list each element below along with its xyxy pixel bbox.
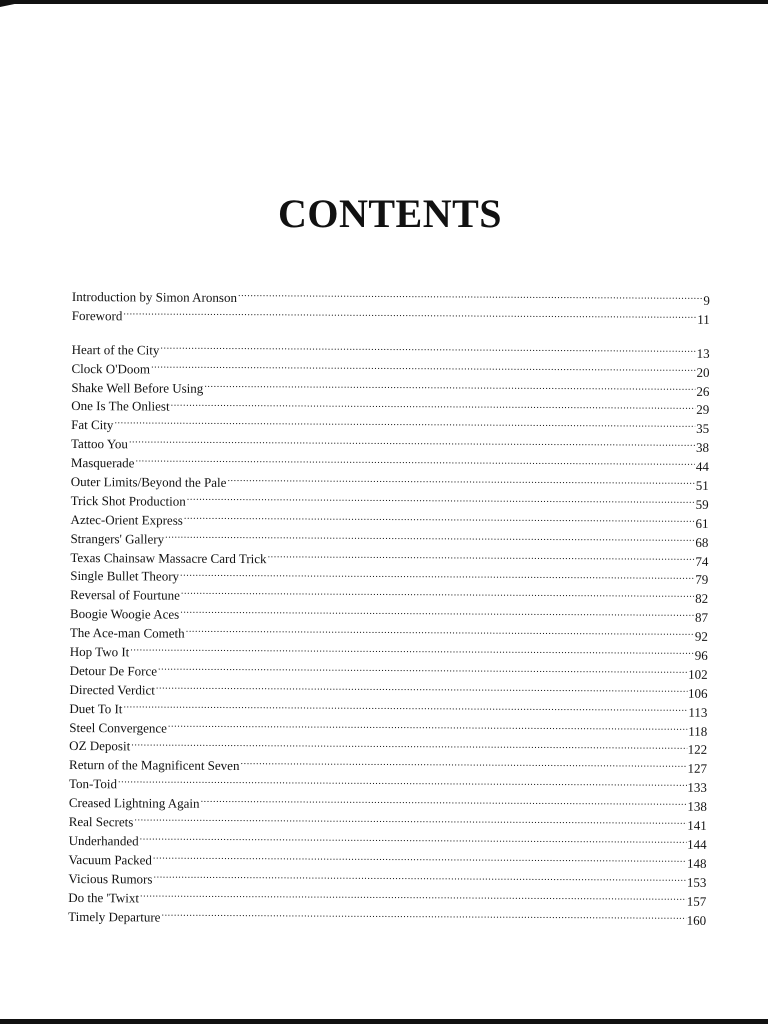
toc-entry [69,794,707,817]
toc-entry-title: Duet To It [69,700,123,717]
toc-entry-page-number: 148 [686,855,707,871]
toc-entry-page-number: 35 [696,421,710,437]
toc-entry-page-number: 13 [696,345,710,361]
toc-entry-title: Texas Chainsaw Massacre Card Trick [70,549,267,566]
toc-entry-page-number: 68 [695,534,709,550]
dot-leader [161,911,685,924]
dot-leader [180,571,694,584]
toc-entry-title: The Ace-man Cometh [69,625,185,641]
toc-entry-page-number: 96 [694,647,708,663]
toc-entry-page-number: 82 [695,591,709,607]
toc-entry-title: Reversal of Fourtune [70,587,180,604]
toc-entry-page-number: 144 [687,836,707,852]
dot-leader [186,628,694,641]
dot-leader [140,835,687,848]
toc-entry-page-number: 102 [688,666,708,682]
dot-leader [168,722,687,735]
toc-entry-page-number: 138 [687,798,707,815]
toc-entry-title: Shake Well Before Using [71,379,204,396]
toc-entry-page-number: 74 [695,553,709,569]
toc-entry-page-number: 106 [687,685,708,701]
toc-entry-page-number: 160 [686,912,707,928]
toc-entry-title: Masquerade [70,455,135,471]
toc-entry [69,756,707,779]
toc-entry-title: Outer Limits/Beyond the Pale [70,474,227,490]
dot-leader [240,760,686,773]
toc-entry-page-number: 122 [687,742,708,758]
toc-entry-title: Single Bullet Theory [70,568,180,585]
toc-entry-title: Real Secrets [68,814,134,830]
toc-entry-page-number: 127 [687,761,708,777]
toc-entry-page-number: 153 [686,874,707,890]
dot-leader [129,439,695,452]
dot-leader [118,779,687,792]
dot-leader [130,646,694,659]
toc-entry-title: OZ Deposit [69,738,131,754]
toc-entry-page-number: 141 [687,817,707,833]
dot-leader [131,741,687,754]
toc-entry-title: Do the 'Twixt [68,889,140,906]
toc-entry-title: Underhanded [68,832,139,849]
page-top-edge [0,0,768,4]
toc-entry-title: Directed Verdict [69,681,155,698]
toc-entry-page-number: 44 [695,458,709,475]
toc-entry-page-number: 87 [694,610,709,626]
toc-entry-page-number: 29 [696,402,710,418]
toc-entry-title: Ton-Toid [68,776,118,792]
toc-entry-page-number: 157 [686,893,707,909]
dot-leader [227,477,694,490]
toc-entry [69,719,707,742]
dot-leader [201,798,687,811]
toc-entry-title: Clock O'Doom [71,360,151,377]
toc-entry-title: Return of the Magnificent Seven [69,757,240,774]
dot-leader [268,553,695,566]
toc-entry-page-number: 11 [697,311,710,327]
dot-leader [153,854,686,867]
toc-entry-page-number: 118 [688,723,708,739]
dot-leader [184,514,695,527]
toc-entry-page-number: 61 [695,515,709,531]
dot-leader [160,344,695,357]
dot-leader [158,665,687,678]
dot-leader [181,590,694,603]
toc-entry-page-number: 20 [696,364,710,380]
toc-entry-title: Timely Departure [68,908,161,925]
dot-leader [123,310,696,323]
toc-entry-page-number: 79 [695,572,709,588]
toc-entry-title: Introduction by Simon Aronson [71,288,238,306]
page-bottom-edge [0,1019,768,1024]
toc-entry-page-number: 92 [694,628,708,645]
dot-leader [153,873,685,886]
toc-entry-title: Creased Lightning Again [68,795,200,811]
toc-entry-page-number: 9 [703,292,710,308]
toc-entry-title: Vicious Rumors [68,870,153,887]
toc-entry-title: One Is The Onliest [71,398,170,415]
dot-leader [187,496,695,509]
toc-entry-title: Detour De Force [69,662,158,679]
toc-entry-page-number: 59 [695,496,709,512]
toc-entry-title: Trick Shot Production [70,492,186,509]
toc-entry-title: Strangers' Gallery [70,530,165,547]
toc-entry-title: Aztec-Orient Express [70,511,183,528]
toc-entry [68,907,706,930]
toc-entry [72,307,710,330]
dot-leader [135,458,695,471]
dot-leader [140,892,686,905]
toc-entry-page-number: 133 [687,780,708,796]
page-title: CONTENTS [277,191,503,236]
dot-leader [151,363,696,376]
toc-entry-page-number: 113 [688,704,708,720]
toc-entry-title: Foreword [71,307,123,324]
toc-entry [72,288,710,311]
dot-leader [204,382,695,395]
table-of-contents [68,288,710,930]
dot-leader [134,816,686,829]
dot-leader [171,401,696,414]
toc-entry [71,511,709,534]
toc-entry-title: Heart of the City [71,341,160,358]
toc-entry-title: Hop Two It [69,644,130,660]
toc-entry [71,397,709,420]
dot-leader [180,609,694,622]
dot-leader [156,684,687,697]
dot-leader [123,703,687,716]
toc-entry-title: Vacuum Packed [68,851,152,868]
toc-entry-page-number: 51 [695,477,709,493]
toc-entry [70,624,708,647]
page-top-corner-mark [0,0,34,7]
dot-leader [114,420,695,434]
toc-entry-page-number: 26 [696,383,710,399]
toc-entry-title: Tattoo You [71,436,128,452]
dot-leader [165,533,694,546]
dot-leader [238,292,703,305]
toc-entry-title: Steel Convergence [69,719,167,736]
toc-entry-title: Boogie Woogie Aces [69,606,180,622]
toc-entry-title: Fat City [71,417,114,433]
toc-entry-page-number: 38 [695,440,710,456]
